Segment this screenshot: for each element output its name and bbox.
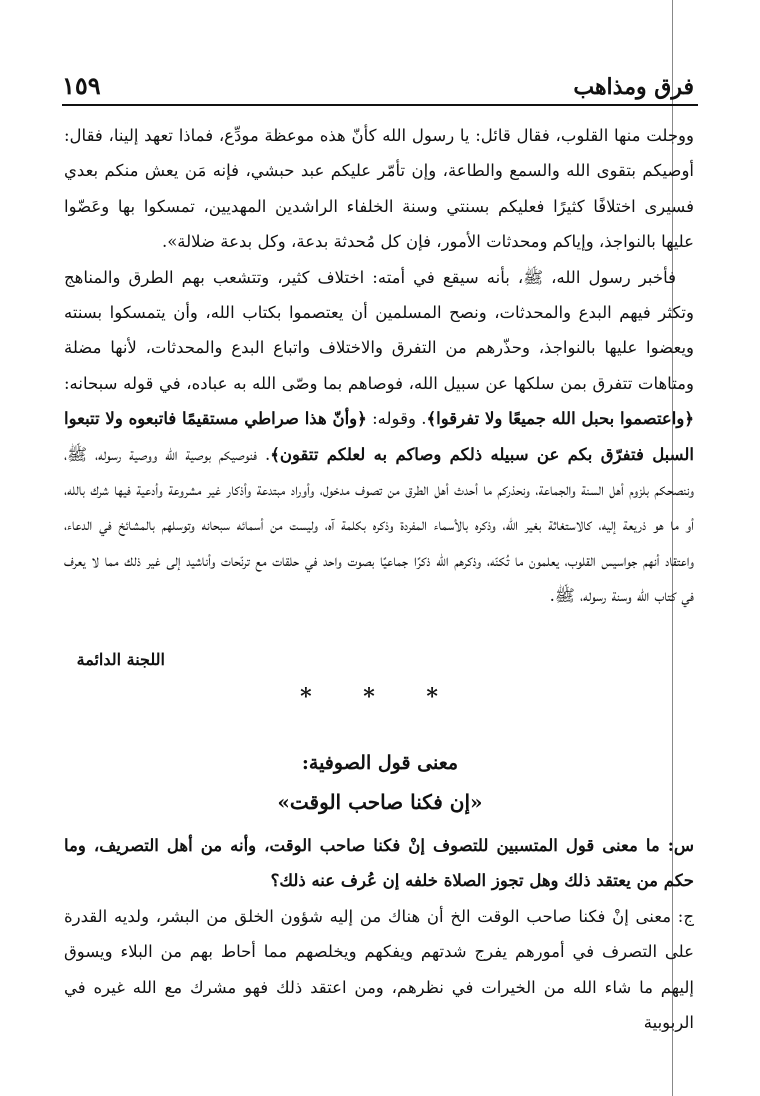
body-text xyxy=(64,118,694,614)
section-separator: * * * xyxy=(300,684,460,710)
header-rule xyxy=(62,104,698,106)
signature: اللجنة الدائمة xyxy=(76,650,165,669)
quran-verse-2: ﴿وأنّ هذا صراطي مستقيمًا فاتبعوه ولا تتبعوا السبل فتفرّق بكم عن سبيله ذلكم وصاكم به لعلكم تتقون﴾ xyxy=(64,409,694,464)
question-text: ما معنى قول المتسبين للتصوف إنْ فكنا صاحب الوقت، وأنه من أهل التصريف، وما حكم من يعتقد ذلك وهل تجوز الصلاة خلفه إن عُرف عنه ذلك؟ xyxy=(64,836,694,891)
question xyxy=(64,828,694,899)
running-title: فرق ومذاهب xyxy=(573,74,694,100)
question-answer xyxy=(64,828,694,1040)
paragraph-2 xyxy=(64,260,694,614)
section-subtitle: «إن فكنا صاحب الوقت» xyxy=(277,790,483,814)
paragraph-1: ووجلت منها القلوب، فقال قائل: يا رسول الله كأنّ هذه موعظة مودِّع، فماذا تعهد إلينا، فقال: أوصيكم بتقوى الله والسمع والطاعة، وإن تأمّر عليكم عبد حبشي، فإنه مَن يعش منكم بعدي فسيرى اختلافًا كثيرًا فعليكم بسنتي وسنة الخلفاء الراشدين المهديين، تمسكوا بها وعَضّوا عليها بالنواجذ، وإياكم ومحدثات الأمور، فإن كل مُحدثة بدعة، وكل بدعة ضلالة». xyxy=(64,126,694,252)
section-title: معنى قول الصوفية: xyxy=(301,752,459,774)
quran-verse-1: ﴿واعتصموا بحبل الله جميعًا ولا تفرقوا﴾ xyxy=(426,409,694,429)
answer-label: ج: xyxy=(677,906,694,926)
paragraph-2-lead: فأخبر رسول الله، ﷺ، بأنه سيقع في أمته: اختلاف كثير، وتتشعب بهم الطرق والمناهج وتكثر فيهم البدع والمحدثات، ونصح المسلمين أن يعتصموا بكتاب الله، وأن يتمسكوا بسنته ويعضوا عليها بالنواجذ، وحذّرهم من التفرق والاختلاف واتباع البدع والمحدثات، لأنها مضلة ومتاهات تتفرق بمن سلكها عن سبيل الله، فوصاهم بما وصّى الله به عباده، في قوله سبحانه: xyxy=(64,267,694,393)
page-number: ١٥٩ xyxy=(62,71,101,100)
question-label: س: xyxy=(667,836,695,855)
answer xyxy=(64,899,694,1041)
answer-text: معنى إنْ فكنا صاحب الوقت الخ أن هناك من إليه شؤون الخلق من البشر، ولديه القدرة على التصرف في أمورهم يفرج شدتهم ويفكهم ويخلصهم مما أحاط بهم من البلاء ويسوق إليهم ما شاء الله من الخيرات في نظرهم، ومن اعتقد ذلك فهو مشرك مع الله غيره في الربوبية xyxy=(64,906,694,1033)
page-header xyxy=(62,60,694,100)
paragraph-2-mid: . وقوله: xyxy=(372,409,427,429)
paragraph-2-tail: . فنوصيكم بوصية الله ووصية رسوله، ﷺ، وننصحكم بلزوم أهل السنة والجماعة، ونحذركم ما أحدث أهل الطرق من تصوف مدخول، وأوراد مبتدعة وأذكار غير مشروعة وأدعية فيها شرك بالله، أو ما هو ذريعة إليه، كالاستغاثة بغير الله، وذكره بالأسماء المفردة وذكره بكلمة آه، وليست من أسمائه سبحانه وتوسلهم بالمشائخ في الدعاء، واعتقاد أنهم جواسيس القلوب، يعلمون ما تُكنّه، وذكرهم الله ذكرًا جماعيًا بصوت واحد في حلقات مع ترنّحات وأناشيد إلى غير ذلك مما لا يعرف في كتاب الله وسنة رسوله، ﷺ. xyxy=(64,444,694,606)
